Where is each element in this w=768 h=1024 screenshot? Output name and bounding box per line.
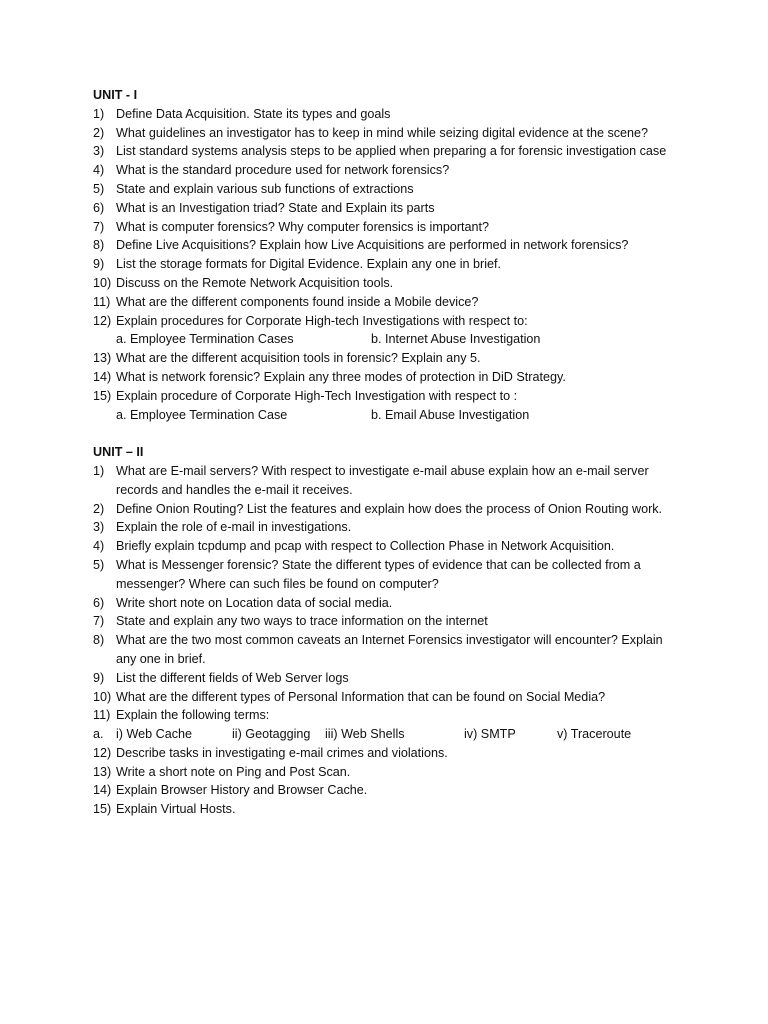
unit-1-question-13 bbox=[93, 349, 683, 368]
unit-1-question-10 bbox=[93, 274, 683, 293]
question-text: List standard systems analysis steps to be applied when preparing a for forensic investigation case bbox=[116, 144, 667, 159]
option-b: b. Internet Abuse Investigation bbox=[371, 332, 541, 347]
unit-2-question-4 bbox=[93, 537, 683, 556]
question-text: What are E-mail servers? With respect to investigate e-mail abuse explain how an e-mail server records and handles the e-mail it receives. bbox=[116, 463, 649, 497]
question-number: 14) bbox=[93, 783, 112, 798]
unit-2-question-3 bbox=[93, 518, 683, 537]
section-spacer bbox=[93, 424, 683, 443]
question-text: Explain the following terms: bbox=[116, 708, 270, 723]
unit-1-question-4 bbox=[93, 161, 683, 180]
unit-1-question-14 bbox=[93, 368, 683, 387]
option-a: a. Employee Termination Cases bbox=[116, 332, 294, 347]
unit-1-question-6 bbox=[93, 199, 683, 218]
unit-1-question-8 bbox=[93, 236, 683, 255]
question-number: 3) bbox=[93, 520, 105, 535]
question-number: 7) bbox=[93, 614, 105, 629]
unit-1-question-15 bbox=[93, 387, 683, 406]
question-number: 12) bbox=[93, 745, 112, 760]
question-text: Discuss on the Remote Network Acquisition tools. bbox=[116, 275, 394, 290]
question-number: 6) bbox=[93, 595, 105, 610]
terms-marker: a. bbox=[93, 727, 104, 742]
unit-2-question-7 bbox=[93, 612, 683, 631]
question-text: Describe tasks in investigating e-mail crimes and violations. bbox=[116, 745, 448, 760]
question-number: 12) bbox=[93, 313, 112, 328]
term-smtp: iv) SMTP bbox=[464, 727, 516, 742]
term-traceroute: v) Traceroute bbox=[557, 727, 632, 742]
question-text: Briefly explain tcpdump and pcap with respect to Collection Phase in Network Acquisition. bbox=[116, 539, 615, 554]
question-text: What are the two most common caveats an Internet Forensics investigator will encounter? Explain any one in brief. bbox=[116, 633, 663, 666]
question-number: 13) bbox=[93, 764, 112, 779]
question-text: What is an Investigation triad? State and Explain its parts bbox=[116, 200, 435, 215]
unit-1-question-9 bbox=[93, 255, 683, 274]
term-geotagging: ii) Geotagging bbox=[232, 727, 311, 742]
question-number: 9) bbox=[93, 670, 105, 685]
question-number: 8) bbox=[93, 633, 105, 648]
question-number: 10) bbox=[93, 689, 112, 704]
question-number: 1) bbox=[93, 463, 105, 478]
question-number: 5) bbox=[93, 557, 105, 572]
question-text: What is the standard procedure used for network forensics? bbox=[116, 163, 450, 178]
question-number: 15) bbox=[93, 388, 112, 403]
question-text: Explain the role of e-mail in investigations. bbox=[116, 520, 352, 535]
unit-2-question-12 bbox=[93, 744, 683, 763]
unit-2-question-6 bbox=[93, 594, 683, 613]
question-text: State and explain various sub functions of extractions bbox=[116, 181, 414, 196]
unit-1-question-3 bbox=[93, 142, 683, 161]
question-number: 15) bbox=[93, 802, 112, 817]
question-text: What is computer forensics? Why computer forensics is important? bbox=[116, 219, 490, 234]
question-number: 6) bbox=[93, 200, 105, 215]
question-number: 11) bbox=[93, 708, 111, 723]
question-number: 1) bbox=[93, 106, 105, 121]
question-text: What are the different acquisition tools in forensic? Explain any 5. bbox=[116, 351, 481, 366]
question-text: Explain procedures for Corporate High-tech Investigations with respect to: bbox=[116, 313, 528, 328]
unit-2-question-13 bbox=[93, 763, 683, 782]
unit-2-question-8 bbox=[93, 631, 683, 669]
question-number: 11) bbox=[93, 294, 111, 309]
term-web-cache: i) Web Cache bbox=[116, 727, 193, 742]
question-number: 8) bbox=[93, 238, 105, 253]
question-text: State and explain any two ways to trace information on the internet bbox=[116, 614, 488, 629]
unit-2-question-1 bbox=[93, 462, 683, 500]
question-number: 7) bbox=[93, 219, 105, 234]
unit-1-question-7 bbox=[93, 218, 683, 237]
question-number: 9) bbox=[93, 257, 105, 272]
unit-1-question-2 bbox=[93, 124, 683, 143]
unit-2-question-5 bbox=[93, 556, 683, 594]
document-page bbox=[93, 86, 683, 819]
question-number: 13) bbox=[93, 351, 112, 366]
unit-1-question-1 bbox=[93, 105, 683, 124]
question-text: What are the different components found inside a Mobile device? bbox=[116, 294, 479, 309]
question-text: List the different fields of Web Server logs bbox=[116, 670, 349, 685]
question-number: 4) bbox=[93, 163, 105, 178]
question-text: Explain Virtual Hosts. bbox=[116, 802, 236, 817]
unit-2-question-2 bbox=[93, 500, 683, 519]
question-text: What guidelines an investigator has to keep in mind while seizing digital evidence at the scene? bbox=[116, 125, 649, 140]
terms-list bbox=[116, 725, 683, 744]
question-text: What are the different types of Personal Information that can be found on Social Media? bbox=[116, 689, 606, 704]
option-b: b. Email Abuse Investigation bbox=[371, 407, 530, 422]
question-text: Write short note on Location data of social media. bbox=[116, 595, 393, 610]
unit-2-question-11 bbox=[93, 706, 683, 725]
unit-1-heading: UNIT - I bbox=[93, 88, 138, 102]
unit-2-question-10 bbox=[93, 688, 683, 707]
question-number: 2) bbox=[93, 125, 105, 140]
question-text: Define Data Acquisition. State its types and goals bbox=[116, 106, 391, 121]
unit-1-question-12 bbox=[93, 312, 683, 331]
question-number: 5) bbox=[93, 181, 105, 196]
question-text: What is network forensic? Explain any three modes of protection in DiD Strategy. bbox=[116, 369, 566, 384]
question-text: Explain procedure of Corporate High-Tech Investigation with respect to : bbox=[116, 388, 518, 403]
question-number: 4) bbox=[93, 539, 105, 554]
unit-2-question-11-terms bbox=[93, 725, 683, 744]
question-text: What is Messenger forensic? State the different types of evidence that can be collected from a messenger? Where can such files be found on computer? bbox=[116, 557, 641, 591]
term-web-shells: iii) Web Shells bbox=[325, 727, 405, 742]
option-a: a. Employee Termination Case bbox=[116, 407, 288, 422]
question-number: 10) bbox=[93, 275, 112, 290]
unit-1-question-15-options bbox=[93, 406, 683, 425]
unit-1-question-5 bbox=[93, 180, 683, 199]
question-text: List the storage formats for Digital Evidence. Explain any one in brief. bbox=[116, 257, 502, 272]
unit-1-question-12-options bbox=[93, 330, 683, 349]
question-text: Define Onion Routing? List the features and explain how does the process of Onion Routing work. bbox=[116, 501, 663, 516]
unit-1-question-11 bbox=[93, 293, 683, 312]
question-number: 14) bbox=[93, 369, 112, 384]
question-text: Write a short note on Ping and Post Scan. bbox=[116, 764, 351, 779]
question-number: 2) bbox=[93, 501, 105, 516]
unit-2-question-9 bbox=[93, 669, 683, 688]
question-number: 3) bbox=[93, 144, 105, 159]
unit-2-question-15 bbox=[93, 800, 683, 819]
unit-2-question-14 bbox=[93, 781, 683, 800]
unit-2-heading: UNIT – II bbox=[93, 445, 144, 460]
question-text: Explain Browser History and Browser Cache. bbox=[116, 783, 368, 798]
question-text: Define Live Acquisitions? Explain how Live Acquisitions are performed in network forensics? bbox=[116, 238, 629, 253]
